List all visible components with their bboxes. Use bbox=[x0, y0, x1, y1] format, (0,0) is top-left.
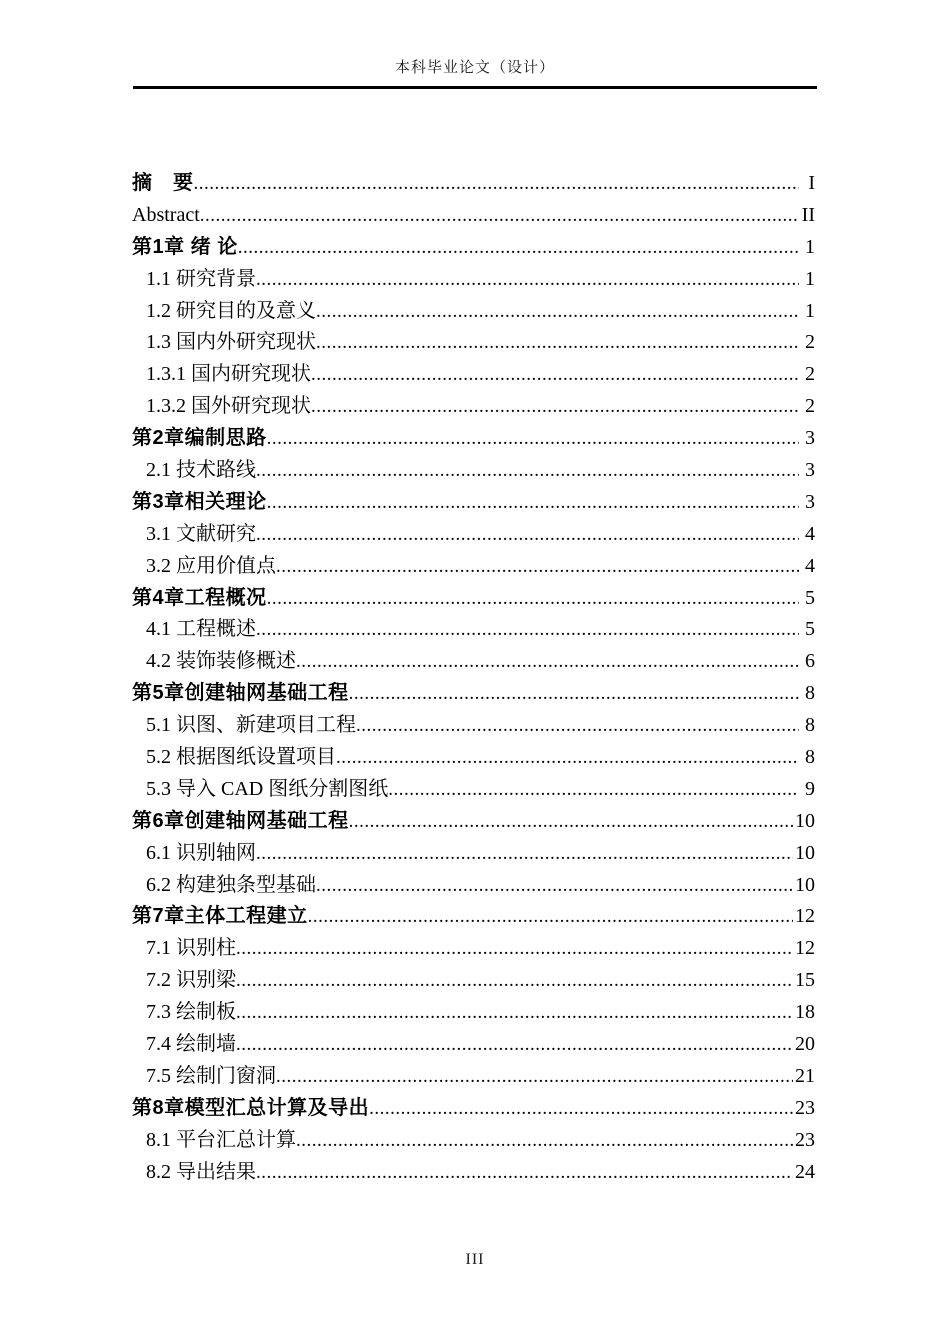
toc-entry-title: 1.3.1 国内研究现状 bbox=[146, 363, 311, 386]
toc-dot-leader bbox=[256, 264, 799, 296]
toc-entry-page-number: 5 bbox=[805, 618, 815, 641]
toc-entry-title: 1.2 研究目的及意义 bbox=[146, 299, 316, 322]
toc-entry-title: 第6章创建轴网基础工程 bbox=[132, 809, 349, 832]
footer-page-number: III bbox=[465, 1251, 485, 1268]
toc-dot-leader bbox=[308, 901, 793, 933]
toc-entry-title: 5.3 导入 CAD 图纸分割图纸 bbox=[146, 777, 389, 800]
toc-dot-leader bbox=[276, 1061, 793, 1093]
toc-entry-page-number: 4 bbox=[805, 554, 815, 577]
toc-entry-title: 8.1 平台汇总计算 bbox=[146, 1128, 296, 1151]
toc-entry-page-number: 23 bbox=[795, 1128, 815, 1151]
toc-entry bbox=[132, 774, 815, 806]
toc-dot-leader bbox=[316, 870, 793, 902]
toc-entry-page-number: 1 bbox=[805, 299, 815, 322]
toc-dot-leader bbox=[316, 296, 799, 328]
toc-entry bbox=[132, 296, 815, 328]
toc-entry-page-number: 15 bbox=[795, 969, 815, 992]
toc-entry-title: 第1章 绪 论 bbox=[132, 235, 238, 258]
toc-entry-page-number: 1 bbox=[805, 267, 815, 290]
toc-dot-leader bbox=[236, 1029, 793, 1061]
toc-dot-leader bbox=[236, 933, 793, 965]
toc-entry-page-number: 12 bbox=[795, 937, 815, 960]
toc-entry-page-number: 1 bbox=[805, 235, 815, 258]
toc-entry bbox=[132, 997, 815, 1029]
toc-entry-title: 7.1 识别柱 bbox=[146, 937, 236, 960]
toc-entry bbox=[132, 646, 815, 678]
toc-dot-leader bbox=[200, 200, 799, 232]
toc-entry-page-number: 5 bbox=[805, 586, 815, 609]
toc-dot-leader bbox=[256, 519, 799, 551]
toc-entry bbox=[132, 264, 815, 296]
toc-entry-title: 1.3 国内外研究现状 bbox=[146, 331, 316, 354]
toc-entry-title: 摘 要 bbox=[132, 172, 194, 194]
toc-entry-page-number: 23 bbox=[795, 1096, 815, 1119]
toc-dot-leader bbox=[236, 965, 793, 997]
toc-entry-title: 7.3 绘制板 bbox=[146, 1001, 236, 1024]
toc-entry-page-number: 10 bbox=[795, 873, 815, 896]
toc-entry-title: 第4章工程概况 bbox=[132, 586, 267, 609]
toc-entry bbox=[132, 1061, 815, 1093]
toc-dot-leader bbox=[194, 168, 800, 200]
toc-dot-leader bbox=[388, 774, 799, 806]
toc-entry bbox=[132, 965, 815, 997]
toc-entry-page-number: 6 bbox=[805, 650, 815, 673]
toc-list bbox=[132, 168, 815, 1189]
toc-entry bbox=[132, 1093, 815, 1125]
toc-dot-leader bbox=[236, 997, 793, 1029]
toc-entry-page-number: 20 bbox=[795, 1033, 815, 1056]
toc-entry-page-number: 4 bbox=[805, 522, 815, 545]
toc-entry-title: 第2章编制思路 bbox=[132, 427, 267, 450]
toc-entry bbox=[132, 168, 815, 200]
toc-dot-leader bbox=[238, 232, 799, 264]
toc-dot-leader bbox=[311, 359, 799, 391]
toc-entry-page-number: 3 bbox=[805, 490, 815, 513]
toc-entry-page-number: 3 bbox=[805, 459, 815, 482]
toc-entry-title: 4.1 工程概述 bbox=[146, 618, 256, 641]
toc-entry-title: 4.2 装饰装修概述 bbox=[146, 650, 296, 673]
toc-dot-leader bbox=[296, 646, 799, 678]
toc-dot-leader bbox=[356, 710, 799, 742]
toc-dot-leader bbox=[267, 583, 799, 615]
toc-entry-title: 7.5 绘制门窗洞 bbox=[146, 1064, 276, 1087]
toc-entry-page-number: 12 bbox=[795, 905, 815, 928]
toc-entry-page-number: 10 bbox=[795, 841, 815, 864]
toc-entry bbox=[132, 519, 815, 551]
toc-entry bbox=[132, 933, 815, 965]
toc-entry-title: 6.2 构建独条型基础 bbox=[146, 873, 316, 896]
toc-entry-title: 5.2 根据图纸设置项目 bbox=[146, 746, 336, 769]
toc-entry bbox=[132, 678, 815, 710]
toc-dot-leader bbox=[296, 1125, 793, 1157]
toc-entry-title: 第8章模型汇总计算及导出 bbox=[132, 1096, 370, 1119]
toc-entry-page-number: 8 bbox=[805, 714, 815, 737]
toc-entry-page-number: 2 bbox=[805, 331, 815, 354]
toc-entry-title: 7.2 识别梁 bbox=[146, 969, 236, 992]
toc-entry bbox=[132, 870, 815, 902]
toc-entry-title: 第5章创建轴网基础工程 bbox=[132, 682, 349, 705]
toc-entry-page-number: 9 bbox=[805, 777, 815, 800]
toc-entry-page-number: 10 bbox=[795, 809, 815, 832]
toc-entry-title: Abstract bbox=[132, 203, 200, 226]
toc-dot-leader bbox=[256, 1157, 793, 1189]
toc-dot-leader bbox=[311, 391, 799, 423]
toc-dot-leader bbox=[267, 487, 799, 519]
toc-dot-leader bbox=[276, 551, 799, 583]
toc-entry bbox=[132, 551, 815, 583]
toc-entry bbox=[132, 487, 815, 519]
toc-entry-page-number: 18 bbox=[795, 1001, 815, 1024]
toc-entry-title: 8.2 导出结果 bbox=[146, 1160, 256, 1183]
toc-dot-leader bbox=[336, 742, 799, 774]
toc-entry-page-number: 8 bbox=[805, 746, 815, 769]
toc-entry bbox=[132, 232, 815, 264]
toc-entry bbox=[132, 327, 815, 359]
toc-dot-leader bbox=[267, 423, 799, 455]
toc-entry bbox=[132, 1125, 815, 1157]
toc-dot-leader bbox=[369, 1093, 793, 1125]
toc-entry-title: 7.4 绘制墙 bbox=[146, 1033, 236, 1056]
toc-entry-title: 第3章相关理论 bbox=[132, 490, 267, 513]
toc-entry bbox=[132, 742, 815, 774]
toc-entry-page-number: 8 bbox=[805, 682, 815, 705]
toc-entry bbox=[132, 901, 815, 933]
toc-entry-page-number: 3 bbox=[805, 427, 815, 450]
toc-entry bbox=[132, 583, 815, 615]
toc-entry-title: 1.1 研究背景 bbox=[146, 267, 256, 290]
toc-entry-page-number: I bbox=[808, 172, 815, 194]
toc-entry-title: 第7章主体工程建立 bbox=[132, 905, 308, 928]
toc-entry-title: 5.1 识图、新建项目工程 bbox=[146, 714, 356, 737]
toc-dot-leader bbox=[256, 838, 793, 870]
toc-entry bbox=[132, 391, 815, 423]
toc-dot-leader bbox=[349, 806, 793, 838]
toc-entry-page-number: 24 bbox=[795, 1160, 815, 1183]
toc-entry bbox=[132, 1157, 815, 1189]
toc-entry-title: 2.1 技术路线 bbox=[146, 459, 256, 482]
header-rule-divider bbox=[133, 86, 817, 89]
toc-dot-leader bbox=[256, 455, 799, 487]
toc-entry bbox=[132, 838, 815, 870]
toc-entry-title: 3.1 文献研究 bbox=[146, 522, 256, 545]
toc-entry-title: 6.1 识别轴网 bbox=[146, 841, 256, 864]
page-header-title: 本科毕业论文（设计） bbox=[394, 60, 555, 76]
toc-dot-leader bbox=[256, 614, 799, 646]
toc-dot-leader bbox=[316, 327, 799, 359]
toc-entry bbox=[132, 359, 815, 391]
toc-entry bbox=[132, 455, 815, 487]
toc-entry-page-number: II bbox=[801, 203, 815, 226]
toc-entry bbox=[132, 710, 815, 742]
toc-entry-page-number: 21 bbox=[795, 1064, 815, 1087]
toc-dot-leader bbox=[349, 678, 799, 710]
toc-entry bbox=[132, 1029, 815, 1061]
toc-entry bbox=[132, 200, 815, 232]
toc-entry bbox=[132, 614, 815, 646]
toc-entry-page-number: 2 bbox=[805, 395, 815, 418]
toc-entry bbox=[132, 423, 815, 455]
toc-entry-page-number: 2 bbox=[805, 363, 815, 386]
toc-entry bbox=[132, 806, 815, 838]
toc-entry-title: 1.3.2 国外研究现状 bbox=[146, 395, 311, 418]
toc-entry-title: 3.2 应用价值点 bbox=[146, 554, 276, 577]
